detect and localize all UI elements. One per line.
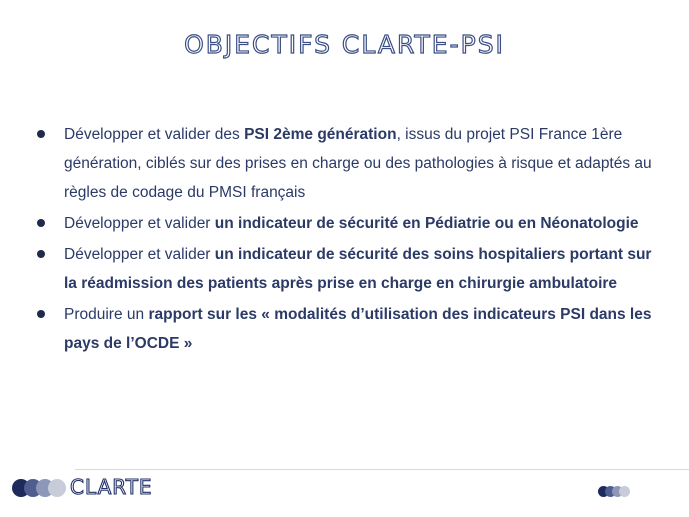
bullet-item bbox=[36, 300, 656, 358]
bullet-bold-text: rapport sur les « modalités d’utilisation des indicateurs PSI dans les pays de l’OCDE » bbox=[64, 306, 652, 352]
bullet-bold-text: un indicateur de sécurité des soins hospitaliers portant sur la réadmission des patients après prise en charge en chirurgie ambulatoire bbox=[64, 246, 652, 292]
bullet-text: Développer et valider des bbox=[64, 126, 245, 143]
bullet-text: Produire un bbox=[64, 306, 149, 323]
logo-dots-icon bbox=[12, 479, 72, 497]
bullet-item bbox=[36, 240, 656, 298]
bullet-bold-text: PSI 2ème génération bbox=[244, 126, 397, 143]
bullet-bold-text: un indicateur de sécurité en Pédiatrie ou en Néonatologie bbox=[214, 215, 639, 232]
bullet-text: Développer et valider bbox=[64, 246, 215, 263]
slide-title: OBJECTIFS CLARTE-PSI bbox=[184, 30, 505, 59]
bullet-text: Développer et valider bbox=[64, 215, 215, 232]
bullet-item bbox=[36, 209, 656, 238]
bullet-item bbox=[36, 120, 656, 207]
bullet-dot-icon bbox=[37, 130, 45, 138]
clarte-logo bbox=[12, 475, 182, 499]
footer-dot bbox=[619, 486, 630, 497]
logo-dot bbox=[48, 479, 66, 497]
bullet-dot-icon bbox=[37, 250, 45, 258]
bullet-dot-icon bbox=[37, 219, 45, 227]
footer-divider bbox=[75, 469, 689, 470]
bullet-list bbox=[36, 120, 656, 360]
bullet-text: , issus du projet PSI France 1ère génération, ciblés sur des prises en charge ou des pathologies à risque et adaptés au règles de codage du PMSI français bbox=[64, 126, 652, 201]
bullet-dot-icon bbox=[37, 310, 45, 318]
logo-text: CLARTE bbox=[70, 475, 153, 499]
footer-dots-icon bbox=[598, 486, 638, 498]
